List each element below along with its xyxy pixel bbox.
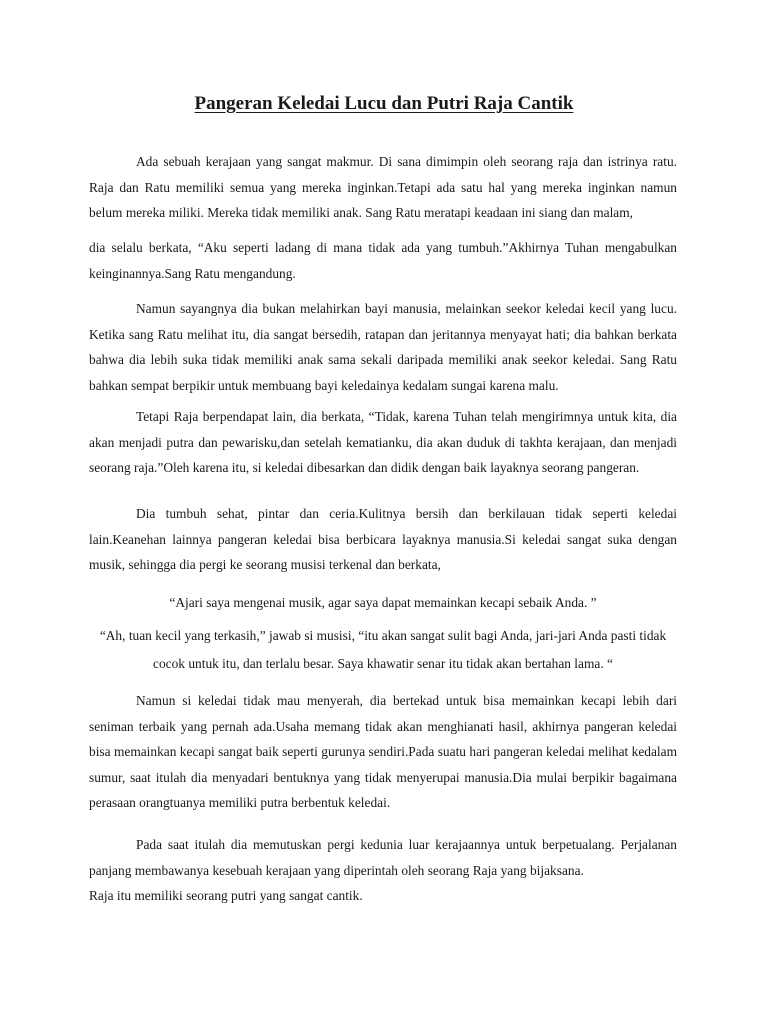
- quote-line-2: “Ah, tuan kecil yang terkasih,” jawab si musisi, “itu akan sangat sulit bagi Anda, jari-jari Anda pasti tidak cocok untuk itu, dan terlalu besar. Saya khawatir senar itu tidak akan bertahan lama. “: [99, 628, 667, 671]
- paragraph-8: Raja itu memiliki seorang putri yang sangat cantik.: [89, 888, 363, 903]
- paragraph-3: Namun sayangnya dia bukan melahirkan bayi manusia, melainkan seekor keledai kecil yang lucu. Ketika sang Ratu melihat itu, dia sangat bersedih, ratapan dan jeritannya menyayat hati; dia bahkan berkata bahwa dia lebih suka tidak memiliki anak sama sekali daripada memiliki anak seekor keledai. Sang Ratu bahkan sempat berpikir untuk membuang bayi keledainya kedalam sungai karena malu.: [89, 301, 677, 393]
- paragraph-2: dia selalu berkata, “Aku seperti ladang di mana tidak ada yang tumbuh.”Akhirnya Tuhan mengabulkan keinginannya.Sang Ratu mengandung.: [89, 240, 677, 281]
- paragraph-5: Dia tumbuh sehat, pintar dan ceria.Kulitnya bersih dan berkilauan tidak seperti keledai lain.Keanehan lainnya pangeran keledai bisa berbicara layaknya manusia.Si keledai sangat suka dengan musik, sehingga dia pergi ke seorang musisi terkenal dan berkata,: [89, 506, 677, 572]
- paragraph-7: Pada saat itulah dia memutuskan pergi kedunia luar kerajaannya untuk berpetualang. Perjalanan panjang membawanya kesebuah kerajaan yang diperintah oleh seorang Raja yang bijaksana.: [89, 837, 677, 878]
- paragraph-1: Ada sebuah kerajaan yang sangat makmur. Di sana dimimpin oleh seorang raja dan istrinya ratu. Raja dan Ratu memiliki semua yang mereka inginkan.Tetapi ada satu hal yang mereka inginkan namun belum mereka miliki. Mereka tidak memiliki anak. Sang Ratu meratapi keadaan ini siang dan malam,: [89, 154, 677, 220]
- document-title: Pangeran Keledai Lucu dan Putri Raja Cantik: [194, 93, 574, 114]
- quote-line-1: “Ajari saya mengenai musik, agar saya dapat memainkan kecapi sebaik Anda. ”: [169, 595, 597, 610]
- paragraph-6: Namun si keledai tidak mau menyerah, dia bertekad untuk bisa memainkan kecapi lebih dari seniman terbaik yang pernah ada.Usaha memang tidak akan menghianati hasil, akhirnya pangeran keledai bisa memainkan kecapi sangat baik seperti gurunya sendiri.Pada suatu hari pangeran keledai melihat kedalam sumur, saat itulah dia menyadari bentuknya yang tidak menyerupai manusia.Dia mulai berpikir bagaimana perasaan orangtuanya memiliki putra berbentuk keledai.: [89, 693, 677, 810]
- paragraph-4: Tetapi Raja berpendapat lain, dia berkata, “Tidak, karena Tuhan telah mengirimnya untuk kita, dia akan menjadi putra dan pewarisku,dan setelah kematianku, dia akan duduk di takhta kerajaan, dan menjadi seorang raja.”Oleh karena itu, si keledai dibesarkan dan didik dengan baik layaknya seorang pangeran.: [89, 409, 677, 475]
